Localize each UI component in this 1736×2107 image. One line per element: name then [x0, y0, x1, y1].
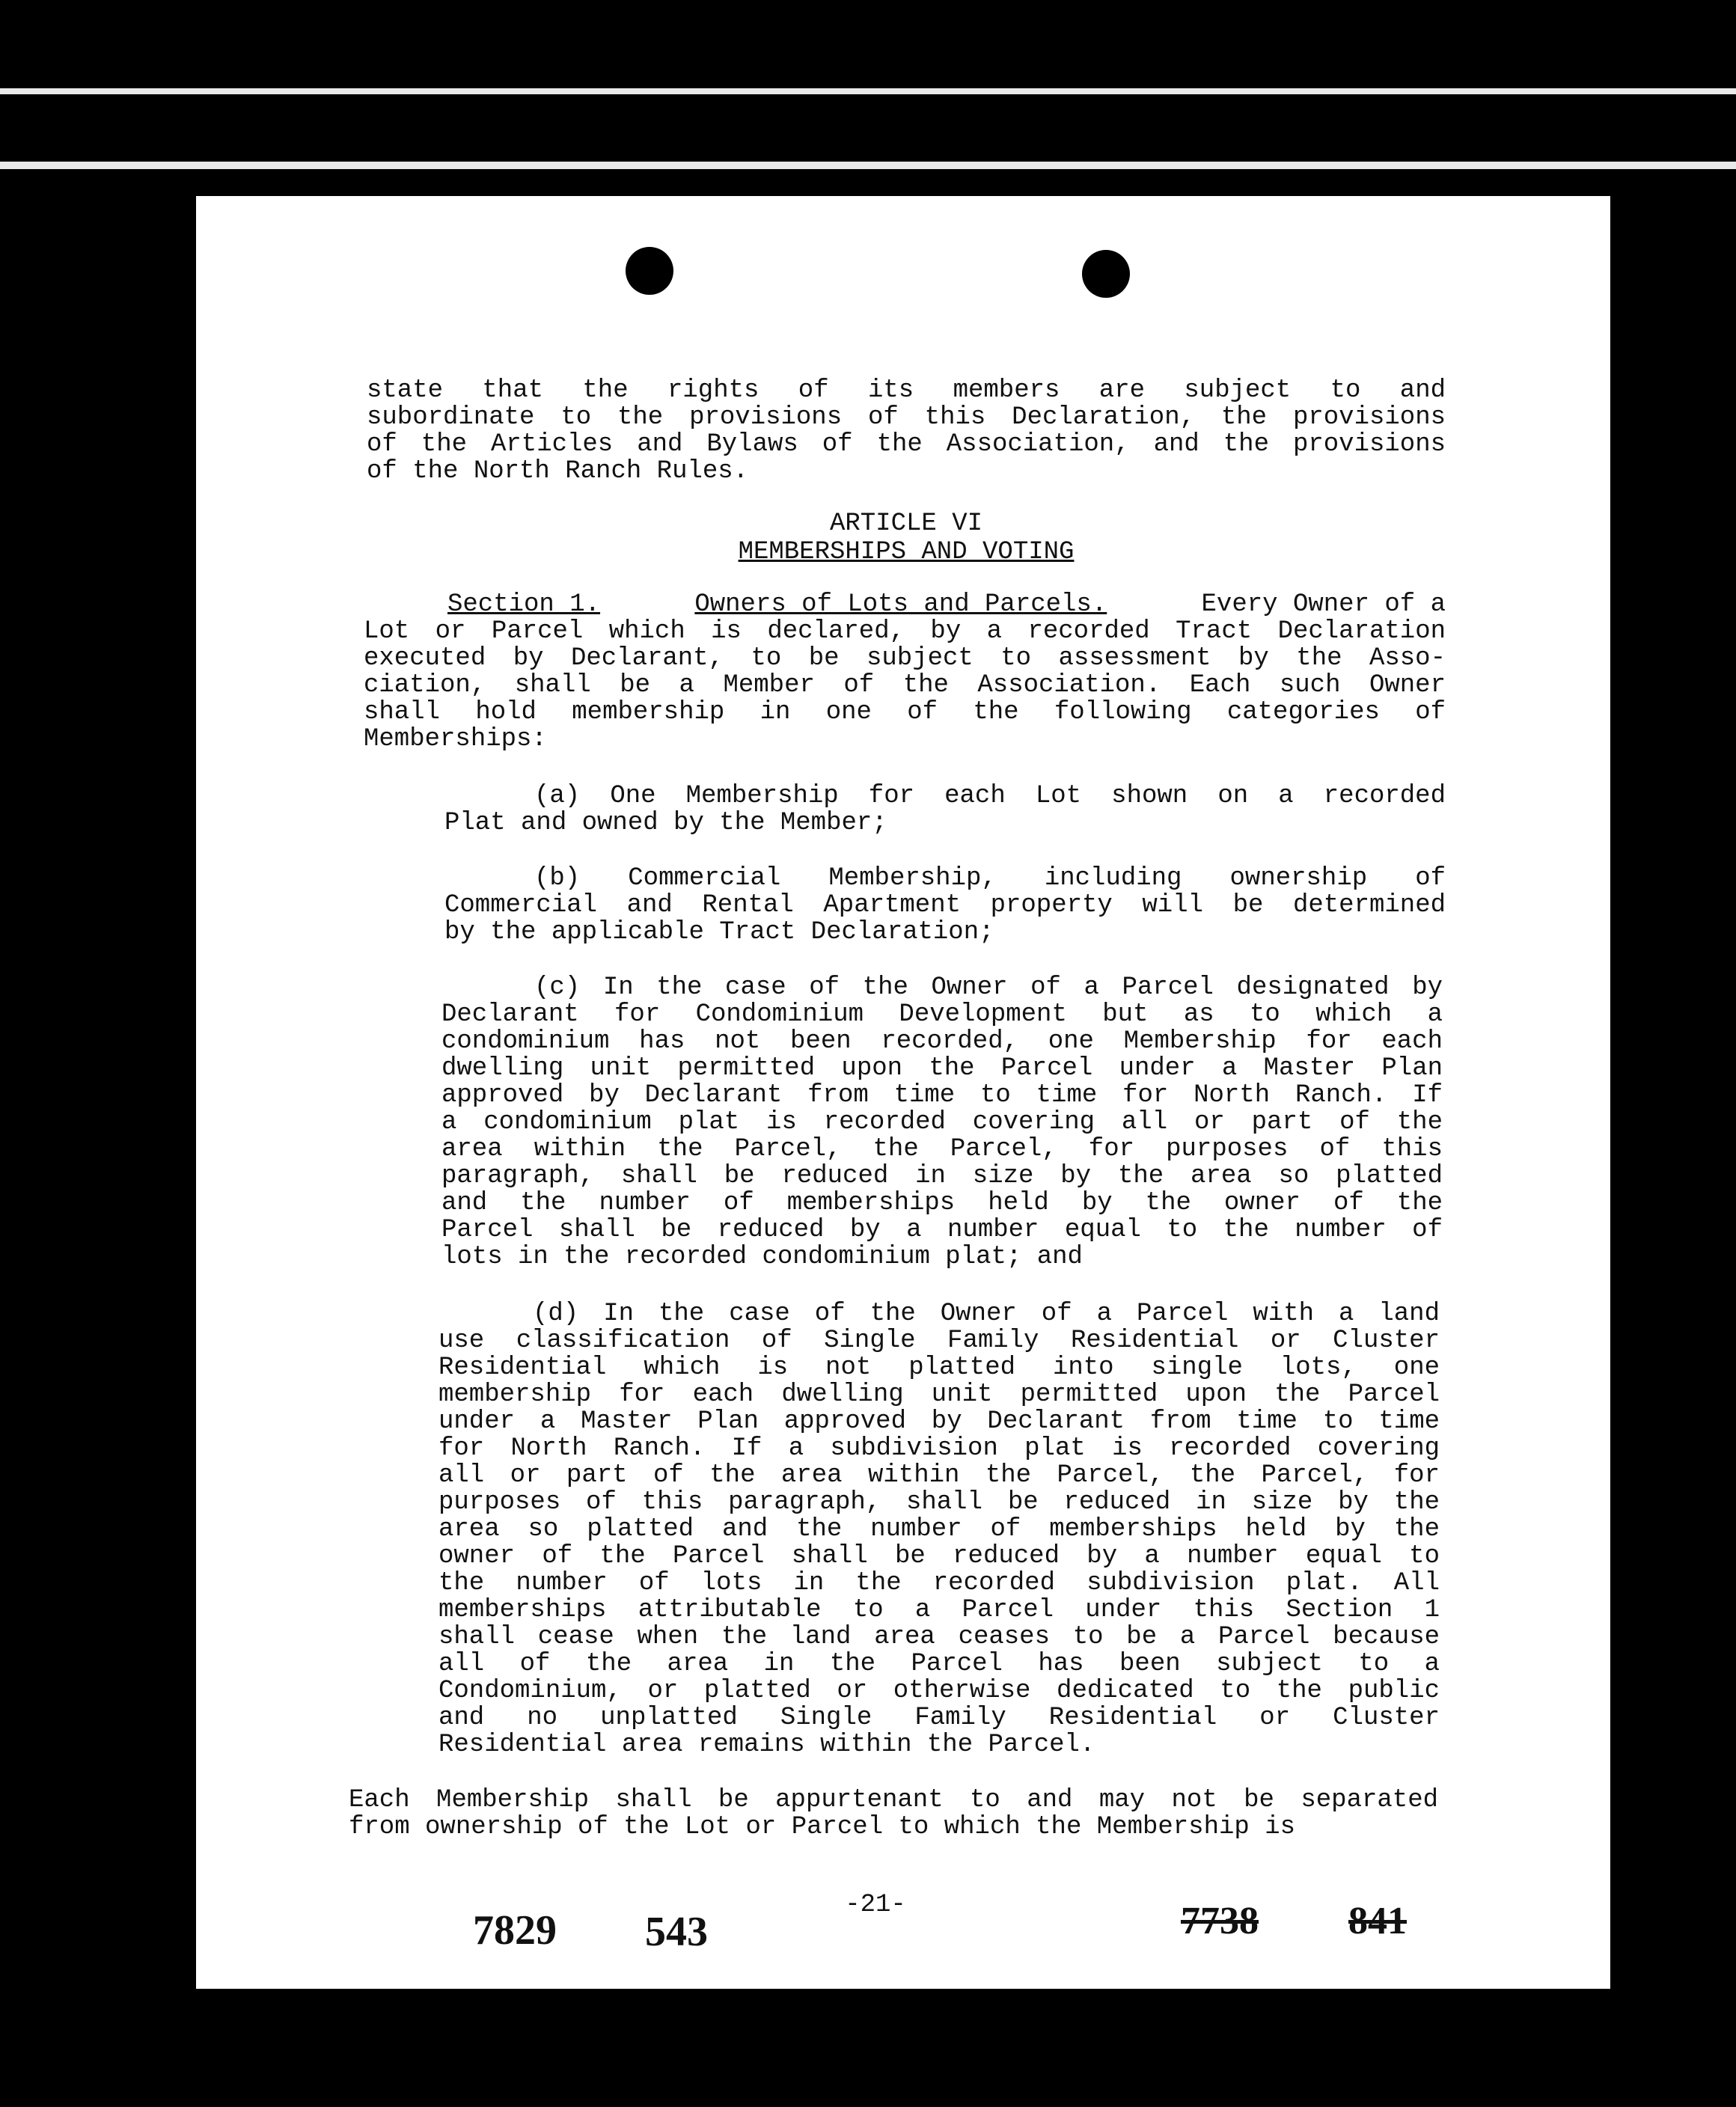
- item-d-line: memberships attributable to a Parcel under this Section 1: [438, 1596, 1440, 1624]
- item-d-last-line: Residential area remains within the Parcel.: [438, 1731, 1095, 1759]
- section-1-line: ciation, shall be a Member of the Association. Each such Owner: [364, 671, 1446, 700]
- item-d-line: Residential which is not platted into single lots, one: [438, 1354, 1440, 1382]
- punch-hole-right: [1082, 250, 1130, 298]
- item-d-line: and no unplatted Single Family Residential or Cluster: [438, 1704, 1440, 1732]
- section-1-first-line: [447, 591, 1446, 618]
- item-d-line: use classification of Single Family Residential or Cluster: [438, 1327, 1440, 1355]
- struck-book-number: 7738: [1181, 1900, 1259, 1942]
- intro-line-4: of the North Ranch Rules.: [367, 457, 749, 486]
- item-c-first-line: (c) In the case of the Owner of a Parcel designated by: [534, 973, 1443, 1002]
- item-d-first-line: (d) In the case of the Owner of a Parcel with a land: [533, 1300, 1440, 1328]
- item-d-line: Condominium, or platted or otherwise dedicated to the public: [438, 1677, 1440, 1705]
- item-c-line: paragraph, shall be reduced in size by the area so platted: [441, 1162, 1443, 1190]
- article-number: ARTICLE VI: [829, 510, 983, 538]
- item-c-line: a condominium plat is recorded covering all or part of the: [441, 1108, 1443, 1137]
- punch-hole-left: [626, 247, 673, 295]
- item-d-line: for North Ranch. If a subdivision plat is recorded covering: [438, 1434, 1440, 1463]
- section-1-line: Lot or Parcel which is declared, by a recorded Tract Declaration: [364, 617, 1446, 646]
- item-d-line: all or part of the area within the Parcel, the Parcel, for: [438, 1461, 1440, 1490]
- intro-line-1: state that the rights of its members are subject to and: [367, 376, 1446, 405]
- book-number: 7829: [473, 1907, 557, 1954]
- closing-line-2: from ownership of the Lot or Parcel to which the Membership is: [349, 1813, 1296, 1841]
- item-d-line: the number of lots in the recorded subdivision plat. All: [438, 1569, 1440, 1597]
- page-reference: 543: [645, 1909, 708, 1955]
- item-b-line: Commercial and Rental Apartment property will be determined: [444, 891, 1446, 920]
- section-heading: Owners of Lots and Parcels.: [694, 590, 1107, 619]
- section-1-line: executed by Declarant, to be subject to assessment by the Asso-: [364, 644, 1446, 673]
- item-d-line: shall cease when the land area ceases to be a Parcel because: [438, 1623, 1440, 1651]
- scan-edge-second: [0, 162, 1736, 169]
- item-c-line: dwelling unit permitted upon the Parcel under a Master Plan: [441, 1054, 1443, 1083]
- item-c-line: and the number of memberships held by the owner of the: [441, 1189, 1443, 1217]
- section-first-line-rest: Every Owner of a: [1201, 590, 1446, 619]
- item-c-line: condominium has not been recorded, one Membership for each: [441, 1027, 1443, 1056]
- section-label: Section 1.: [447, 590, 601, 619]
- item-c-line: area within the Parcel, the Parcel, for purposes of this: [441, 1135, 1443, 1163]
- closing-line-1: Each Membership shall be appurtenant to and may not be separated: [349, 1786, 1438, 1814]
- scan-edge-top: [0, 88, 1736, 94]
- item-c-line: Parcel shall be reduced by a number equal to the number of: [441, 1216, 1443, 1244]
- page-number: -21-: [845, 1891, 906, 1919]
- section-1-last-line: Memberships:: [364, 725, 547, 753]
- item-a-first-line: (a) One Membership for each Lot shown on a recorded: [534, 782, 1446, 810]
- item-c-line: approved by Declarant from time to time for North Ranch. If: [441, 1081, 1443, 1110]
- article-title: MEMBERSHIPS AND VOTING: [738, 538, 1075, 566]
- intro-line-3: of the Articles and Bylaws of the Association, and the provisions: [367, 430, 1446, 459]
- item-d-line: owner of the Parcel shall be reduced by a number equal to: [438, 1542, 1440, 1571]
- item-d-line: purposes of this paragraph, shall be reduced in size by the: [438, 1488, 1440, 1517]
- document-page: [196, 196, 1610, 1989]
- item-d-line: all of the area in the Parcel has been subject to a: [438, 1650, 1440, 1678]
- item-c-last-line: lots in the recorded condominium plat; and: [441, 1243, 1083, 1271]
- item-d-line: under a Master Plan approved by Declarant from time to time: [438, 1407, 1440, 1436]
- section-1-line: shall hold membership in one of the following categories of: [364, 698, 1446, 727]
- item-d-line: membership for each dwelling unit permitted upon the Parcel: [438, 1380, 1440, 1409]
- intro-line-2: subordinate to the provisions of this Declaration, the provisions: [367, 403, 1446, 432]
- item-a-last-line: Plat and owned by the Member;: [444, 809, 887, 837]
- item-b-first-line: (b) Commercial Membership, including ownership of: [534, 864, 1446, 893]
- item-b-last-line: by the applicable Tract Declaration;: [444, 918, 994, 947]
- item-c-line: Declarant for Condominium Development but as to which a: [441, 1000, 1443, 1029]
- item-d-line: area so platted and the number of memberships held by the: [438, 1515, 1440, 1544]
- struck-page-reference: 841: [1348, 1900, 1407, 1942]
